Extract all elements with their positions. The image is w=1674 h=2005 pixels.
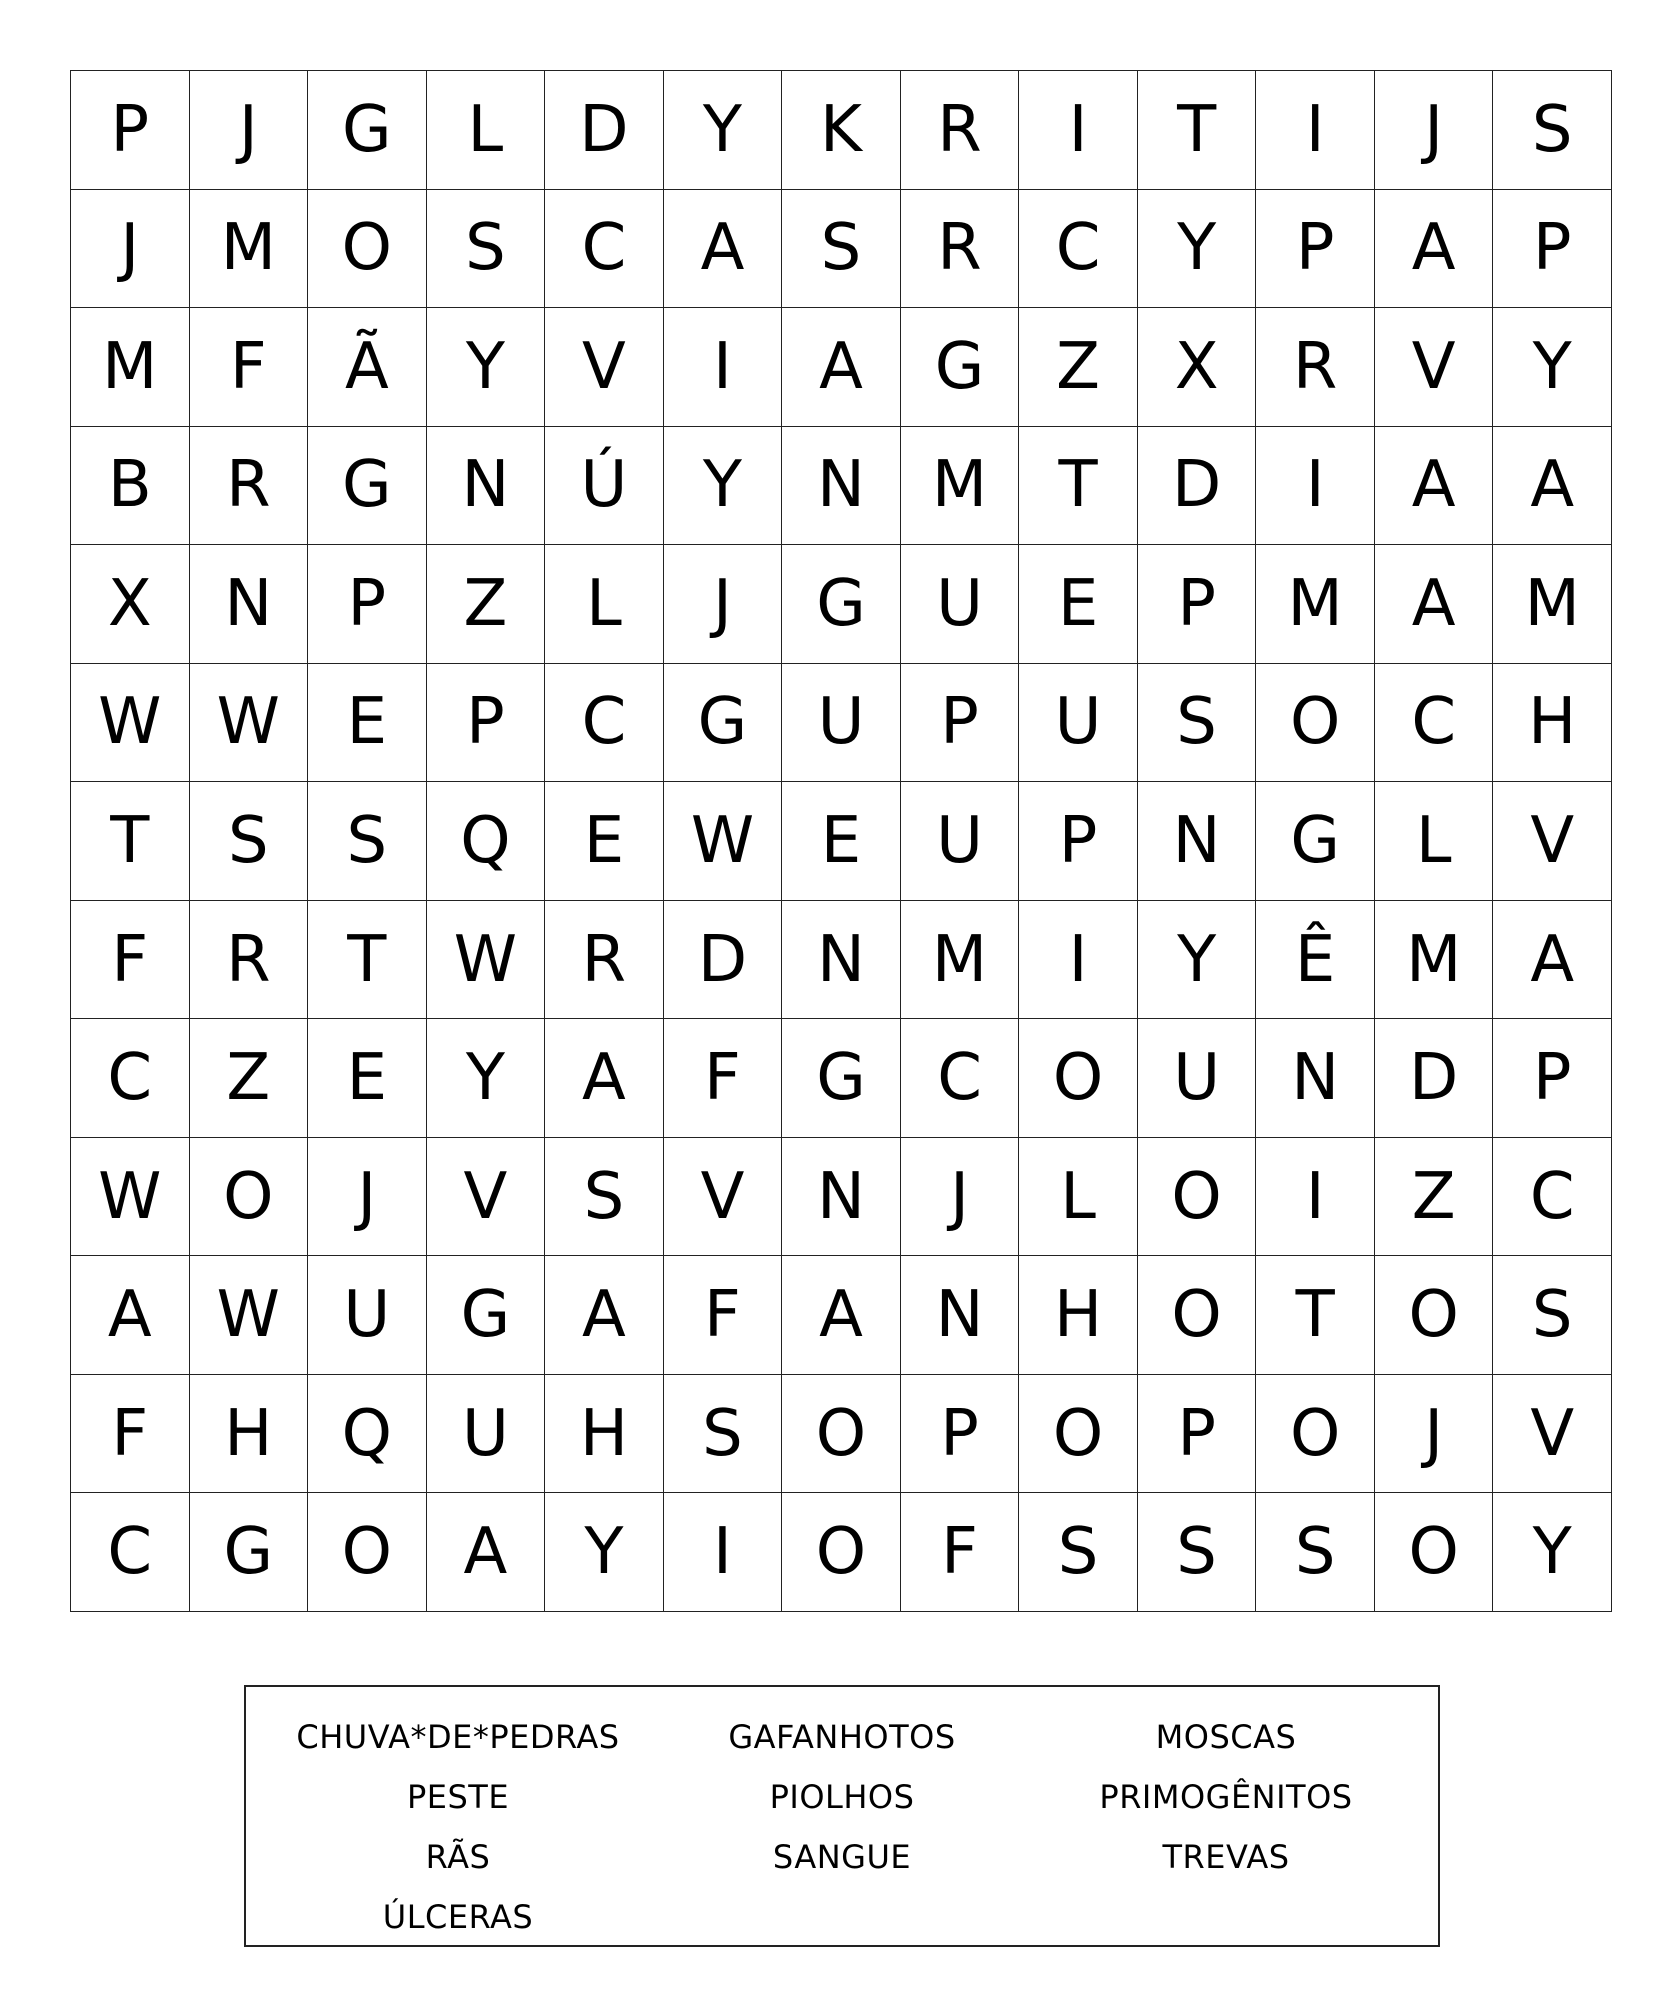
grid-cell[interactable]: I (1019, 901, 1138, 1020)
grid-cell[interactable]: C (71, 1019, 190, 1138)
grid-cell[interactable]: V (1493, 1375, 1612, 1494)
grid-cell[interactable]: M (901, 427, 1020, 546)
grid-cell[interactable]: W (427, 901, 546, 1020)
word-bank-item: TREVAS (1162, 1838, 1290, 1876)
grid-cell[interactable]: N (190, 545, 309, 664)
grid-cell[interactable]: S (1493, 1256, 1612, 1375)
grid-cell[interactable]: A (782, 1256, 901, 1375)
grid-cell[interactable]: Q (427, 782, 546, 901)
grid-cell[interactable]: Q (308, 1375, 427, 1494)
grid-cell[interactable]: S (190, 782, 309, 901)
grid-cell[interactable]: I (1256, 71, 1375, 190)
grid-cell[interactable]: J (1375, 71, 1494, 190)
word-bank-item: GAFANHOTOS (728, 1718, 956, 1756)
grid-cell[interactable]: Y (1493, 1493, 1612, 1612)
grid-cell[interactable]: V (427, 1138, 546, 1257)
grid-cell[interactable]: E (782, 782, 901, 901)
word-bank-item: ÚLCERAS (382, 1898, 534, 1936)
grid-cell[interactable]: Ã (308, 308, 427, 427)
grid-cell[interactable]: F (71, 1375, 190, 1494)
grid-cell[interactable]: G (427, 1256, 546, 1375)
grid-cell[interactable]: P (1138, 545, 1257, 664)
grid-cell[interactable]: X (71, 545, 190, 664)
grid-cell[interactable]: C (1375, 664, 1494, 783)
grid-cell[interactable]: L (427, 71, 546, 190)
grid-cell[interactable]: E (545, 782, 664, 901)
grid-cell[interactable]: N (427, 427, 546, 546)
grid-cell[interactable]: V (664, 1138, 783, 1257)
grid-cell[interactable]: I (664, 1493, 783, 1612)
grid-cell[interactable]: H (190, 1375, 309, 1494)
grid-cell[interactable]: P (901, 664, 1020, 783)
grid-cell[interactable]: F (901, 1493, 1020, 1612)
grid-cell[interactable]: O (308, 1493, 427, 1612)
grid-cell[interactable]: G (782, 545, 901, 664)
grid-cell[interactable]: O (1375, 1493, 1494, 1612)
word-bank-item: PRIMOGÊNITOS (1099, 1778, 1353, 1816)
grid-cell[interactable]: T (308, 901, 427, 1020)
grid-cell[interactable]: O (1256, 664, 1375, 783)
grid-cell[interactable]: D (545, 71, 664, 190)
grid-cell[interactable]: R (190, 901, 309, 1020)
grid-cell[interactable]: S (1138, 664, 1257, 783)
grid-cell[interactable]: I (1256, 1138, 1375, 1257)
grid-cell[interactable]: V (545, 308, 664, 427)
grid-cell[interactable]: I (1256, 427, 1375, 546)
grid-cell[interactable]: P (901, 1375, 1020, 1494)
grid-cell[interactable]: F (664, 1256, 783, 1375)
grid-cell[interactable]: J (71, 190, 190, 309)
grid-cell[interactable]: Ê (1256, 901, 1375, 1020)
grid-cell[interactable]: O (1375, 1256, 1494, 1375)
grid-cell[interactable]: Y (1493, 308, 1612, 427)
grid-cell[interactable]: P (1256, 190, 1375, 309)
grid-cell[interactable]: C (71, 1493, 190, 1612)
grid-cell[interactable]: N (782, 427, 901, 546)
grid-cell[interactable]: W (71, 1138, 190, 1257)
grid-cell[interactable]: Z (1375, 1138, 1494, 1257)
grid-cell[interactable]: U (782, 664, 901, 783)
grid-cell[interactable]: S (782, 190, 901, 309)
grid-cell[interactable]: U (1138, 1019, 1257, 1138)
grid-cell[interactable]: G (664, 664, 783, 783)
grid-cell[interactable]: C (545, 664, 664, 783)
grid-cell[interactable]: Ú (545, 427, 664, 546)
grid-cell[interactable]: A (1375, 190, 1494, 309)
grid-cell[interactable]: S (308, 782, 427, 901)
grid-cell[interactable]: V (1493, 782, 1612, 901)
grid-cell[interactable]: D (664, 901, 783, 1020)
grid-cell[interactable]: D (1375, 1019, 1494, 1138)
grid-cell[interactable]: S (427, 190, 546, 309)
grid-cell[interactable]: W (71, 664, 190, 783)
grid-cell[interactable]: O (1019, 1019, 1138, 1138)
grid-cell[interactable]: M (1256, 545, 1375, 664)
grid-cell[interactable]: U (901, 545, 1020, 664)
grid-cell[interactable]: S (1019, 1493, 1138, 1612)
grid-cell[interactable]: A (71, 1256, 190, 1375)
grid-cell[interactable]: Z (427, 545, 546, 664)
grid-cell[interactable]: G (308, 71, 427, 190)
grid-cell[interactable]: C (1493, 1138, 1612, 1257)
grid-cell[interactable]: U (901, 782, 1020, 901)
grid-cell[interactable]: U (308, 1256, 427, 1375)
grid-cell[interactable]: Y (664, 427, 783, 546)
grid-cell[interactable]: O (1256, 1375, 1375, 1494)
grid-cell[interactable]: M (190, 190, 309, 309)
grid-cell[interactable]: S (1256, 1493, 1375, 1612)
grid-cell[interactable]: O (1138, 1256, 1257, 1375)
grid-cell[interactable]: Y (545, 1493, 664, 1612)
grid-cell[interactable]: O (782, 1493, 901, 1612)
word-bank-item: MOSCAS (1155, 1718, 1297, 1756)
grid-cell[interactable]: U (1019, 664, 1138, 783)
grid-cell[interactable]: N (782, 901, 901, 1020)
grid-cell[interactable]: S (664, 1375, 783, 1494)
grid-cell[interactable]: R (901, 190, 1020, 309)
grid-cell[interactable]: P (1019, 782, 1138, 901)
grid-cell[interactable]: A (1493, 427, 1612, 546)
grid-cell[interactable]: T (1256, 1256, 1375, 1375)
grid-cell[interactable]: C (1019, 190, 1138, 309)
grid-cell[interactable]: A (1375, 545, 1494, 664)
grid-cell[interactable]: L (545, 545, 664, 664)
grid-cell[interactable]: V (1375, 308, 1494, 427)
grid-cell[interactable]: A (545, 1256, 664, 1375)
grid-cell[interactable]: Y (664, 71, 783, 190)
grid-cell[interactable]: N (1138, 782, 1257, 901)
grid-cell[interactable]: W (664, 782, 783, 901)
grid-cell[interactable]: S (1138, 1493, 1257, 1612)
grid-cell[interactable]: O (1138, 1138, 1257, 1257)
grid-cell[interactable]: A (545, 1019, 664, 1138)
grid-cell[interactable]: N (782, 1138, 901, 1257)
grid-cell[interactable]: U (427, 1375, 546, 1494)
grid-cell[interactable]: P (427, 664, 546, 783)
grid-cell[interactable]: O (190, 1138, 309, 1257)
grid-cell[interactable]: R (901, 71, 1020, 190)
grid-cell[interactable]: G (782, 1019, 901, 1138)
grid-cell[interactable]: J (901, 1138, 1020, 1257)
grid-cell[interactable]: A (1375, 427, 1494, 546)
grid-cell[interactable]: H (1493, 664, 1612, 783)
grid-cell[interactable]: S (1493, 71, 1612, 190)
grid-cell[interactable]: Z (190, 1019, 309, 1138)
grid-cell[interactable]: D (1138, 427, 1257, 546)
grid-cell[interactable]: K (782, 71, 901, 190)
grid-cell[interactable]: A (664, 190, 783, 309)
grid-cell[interactable]: P (71, 71, 190, 190)
grid-cell[interactable]: A (1493, 901, 1612, 1020)
grid-cell[interactable]: B (71, 427, 190, 546)
grid-cell[interactable]: P (1138, 1375, 1257, 1494)
grid-cell[interactable]: N (901, 1256, 1020, 1375)
grid-cell[interactable]: G (901, 308, 1020, 427)
word-bank (244, 1685, 1440, 1947)
grid-cell[interactable]: J (664, 545, 783, 664)
grid-cell[interactable]: E (1019, 545, 1138, 664)
grid-cell[interactable]: Y (427, 308, 546, 427)
grid-cell[interactable]: O (1019, 1375, 1138, 1494)
grid-cell[interactable]: T (1138, 71, 1257, 190)
grid-cell[interactable]: L (1375, 782, 1494, 901)
grid-cell[interactable]: O (308, 190, 427, 309)
grid-cell[interactable]: E (308, 664, 427, 783)
grid-cell[interactable]: R (1256, 308, 1375, 427)
grid-cell[interactable]: R (190, 427, 309, 546)
grid-cell[interactable]: G (190, 1493, 309, 1612)
grid-cell[interactable]: M (1375, 901, 1494, 1020)
grid-cell[interactable]: O (782, 1375, 901, 1494)
word-bank-item: SANGUE (772, 1838, 912, 1876)
grid-cell[interactable]: P (1493, 190, 1612, 309)
grid-cell[interactable]: G (1256, 782, 1375, 901)
grid-cell[interactable]: T (1019, 427, 1138, 546)
grid-cell[interactable]: F (71, 901, 190, 1020)
grid-cell[interactable]: P (308, 545, 427, 664)
grid-cell[interactable]: Y (427, 1019, 546, 1138)
grid-cell[interactable]: F (664, 1019, 783, 1138)
grid-cell[interactable]: X (1138, 308, 1257, 427)
grid-cell[interactable]: E (308, 1019, 427, 1138)
grid-cell[interactable]: N (1256, 1019, 1375, 1138)
grid-cell[interactable]: S (545, 1138, 664, 1257)
grid-cell[interactable]: M (901, 901, 1020, 1020)
word-bank-item: RÃS (425, 1838, 491, 1876)
grid-cell[interactable]: Y (1138, 901, 1257, 1020)
grid-cell[interactable]: C (545, 190, 664, 309)
grid-cell[interactable]: Z (1019, 308, 1138, 427)
grid-cell[interactable]: M (71, 308, 190, 427)
grid-cell[interactable]: J (1375, 1375, 1494, 1494)
word-bank-item: PESTE (406, 1778, 510, 1816)
grid-cell[interactable]: P (1493, 1019, 1612, 1138)
grid-cell[interactable]: J (190, 71, 309, 190)
grid-cell[interactable]: F (190, 308, 309, 427)
grid-cell[interactable]: G (308, 427, 427, 546)
grid-cell[interactable]: Y (1138, 190, 1257, 309)
grid-cell[interactable]: H (1019, 1256, 1138, 1375)
word-bank-item: CHUVA*DE*PEDRAS (296, 1718, 620, 1756)
grid-cell[interactable]: I (664, 308, 783, 427)
grid-cell[interactable]: L (1019, 1138, 1138, 1257)
word-search-grid (70, 70, 1612, 1612)
grid-cell[interactable]: M (1493, 545, 1612, 664)
grid-cell[interactable]: C (901, 1019, 1020, 1138)
grid-cell[interactable]: W (190, 664, 309, 783)
grid-cell[interactable]: W (190, 1256, 309, 1375)
grid-cell[interactable]: T (71, 782, 190, 901)
grid-cell[interactable]: J (308, 1138, 427, 1257)
word-bank-item: PIOLHOS (769, 1778, 915, 1816)
grid-cell[interactable]: H (545, 1375, 664, 1494)
grid-cell[interactable]: I (1019, 71, 1138, 190)
grid-cell[interactable]: A (427, 1493, 546, 1612)
grid-cell[interactable]: A (782, 308, 901, 427)
grid-cell[interactable]: R (545, 901, 664, 1020)
